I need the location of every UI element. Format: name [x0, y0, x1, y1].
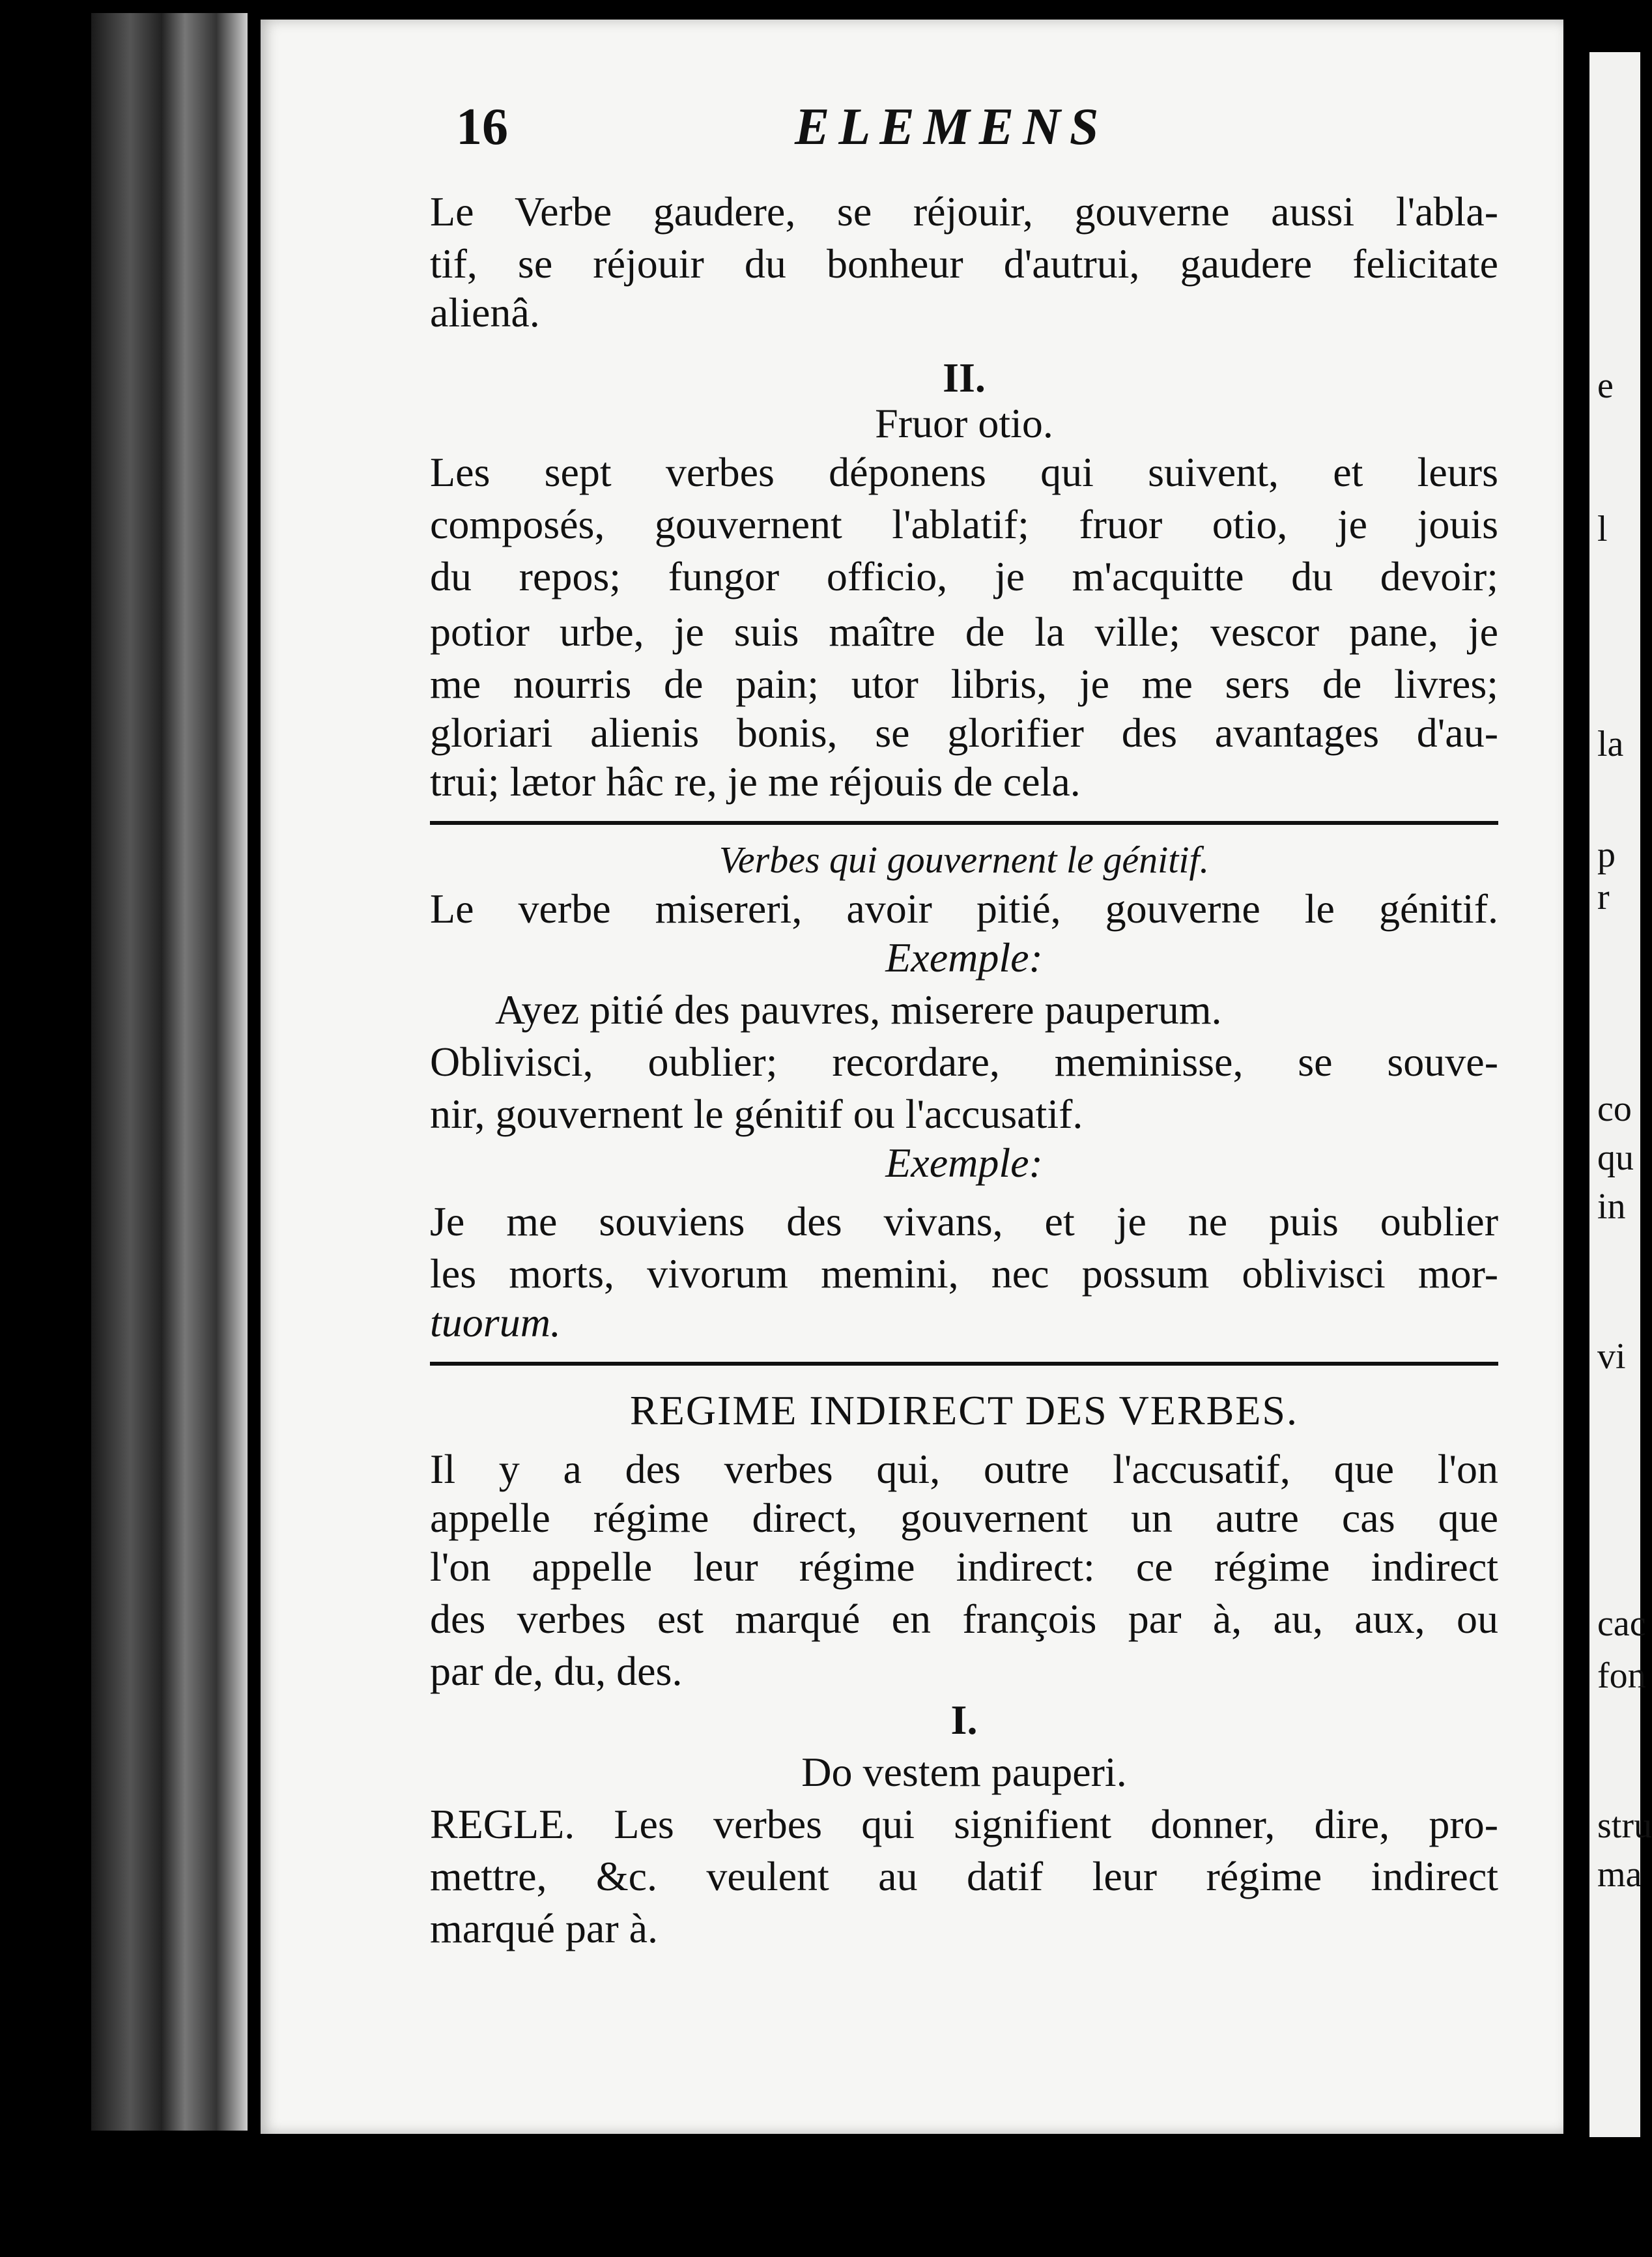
- section-example: Fruor otio.: [875, 400, 1053, 446]
- right-page-fragment: p: [1597, 835, 1616, 875]
- text-line: alienâ.: [430, 289, 540, 336]
- text-line: REGLE. Les verbes qui signifient donner, dire, pro-: [430, 1801, 1498, 1847]
- right-page-fragment: fon: [1597, 1656, 1646, 1696]
- right-page-fragment: qu: [1597, 1138, 1634, 1178]
- right-page-fragment: e: [1597, 366, 1614, 406]
- book-spine: [91, 13, 248, 2131]
- right-page-fragment: ma: [1597, 1854, 1642, 1895]
- example-label: Exemple:: [885, 1140, 1043, 1186]
- right-page-fragment: in: [1597, 1186, 1626, 1227]
- right-page-fragment: cac: [1597, 1603, 1646, 1644]
- text-line: marqué par à.: [430, 1905, 659, 1951]
- right-page-fragment: vi: [1597, 1336, 1626, 1377]
- text-line: trui; lætor hâc re, je me réjouis de cela.: [430, 758, 1081, 805]
- section-example: Do vestem pauperi.: [801, 1749, 1127, 1795]
- text-line: Je me souviens des vivans, et je ne puis oublier: [430, 1198, 1498, 1244]
- text-line: les morts, vivorum memini, nec possum oblivisci mor-: [430, 1250, 1498, 1297]
- text-line: par de, du, des.: [430, 1648, 683, 1694]
- right-page-fragment: la: [1597, 724, 1624, 764]
- text-line: gloriari alienis bonis, se glorifier des avantages d'au-: [430, 710, 1498, 756]
- right-page-fragment: r: [1597, 877, 1610, 917]
- text-line: me nourris de pain; utor libris, je me sers de livres;: [430, 661, 1498, 707]
- text-line: tif, se réjouir du bonheur d'autrui, gaudere felicitate: [430, 240, 1498, 287]
- section-heading: REGIME INDIRECT DES VERBES.: [630, 1387, 1298, 1433]
- section-heading: Verbes qui gouvernent le génitif.: [719, 839, 1210, 881]
- text-line: composés, gouvernent l'ablatif; fruor otio, je jouis: [430, 501, 1498, 547]
- running-title: ELEMENS: [795, 98, 1108, 156]
- text-line: Le verbe misereri, avoir pitié, gouverne le génitif.: [430, 885, 1498, 932]
- section-divider: [430, 821, 1498, 825]
- text-line: tuorum.: [430, 1299, 561, 1345]
- text-line: appelle régime direct, gouvernent un autre cas que: [430, 1495, 1498, 1541]
- right-page-fragment: l: [1597, 509, 1608, 549]
- text-line: Il y a des verbes qui, outre l'accusatif, que l'on: [430, 1446, 1498, 1492]
- section-divider: [430, 1362, 1498, 1366]
- text-line: Oblivisci, oublier; recordare, meminisse, se souve-: [430, 1039, 1498, 1085]
- text-line: Ayez pitié des pauvres, miserere pauperum.: [495, 986, 1222, 1033]
- text-line: Les sept verbes déponens qui suivent, et leurs: [430, 449, 1498, 495]
- text-line: Le Verbe gaudere, se réjouir, gouverne aussi l'abla-: [430, 188, 1498, 235]
- text-line: des verbes est marqué en françois par à, au, aux, ou: [430, 1596, 1498, 1642]
- text-line: l'on appelle leur régime indirect: ce régime indirect: [430, 1544, 1498, 1590]
- text-line: nir, gouvernent le génitif ou l'accusatif.: [430, 1091, 1083, 1137]
- section-number: II.: [943, 354, 986, 401]
- section-number: I.: [950, 1697, 978, 1743]
- right-page-fragment: stru: [1597, 1805, 1652, 1846]
- page-number: 16: [456, 98, 508, 156]
- right-page-fragment: co: [1597, 1089, 1632, 1129]
- example-label: Exemple:: [885, 934, 1043, 981]
- text-line: potior urbe, je suis maître de la ville; vescor pane, je: [430, 609, 1498, 655]
- text-line: du repos; fungor officio, je m'acquitte du devoir;: [430, 553, 1498, 599]
- text-line: mettre, &c. veulent au datif leur régime indirect: [430, 1853, 1498, 1899]
